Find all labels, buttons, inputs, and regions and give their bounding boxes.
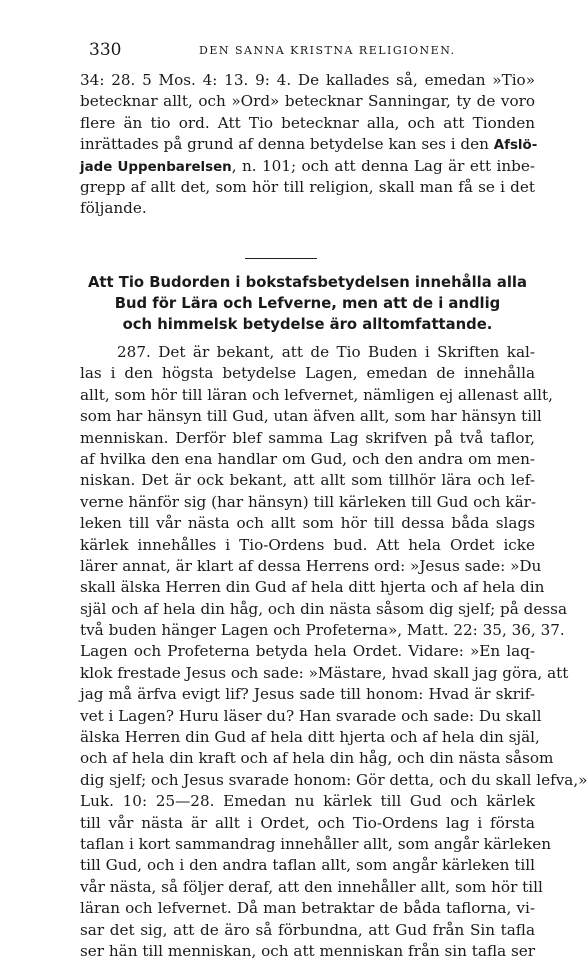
bold-term: Afslö- bbox=[493, 138, 538, 154]
text-line: 34: 28. 5 Mos. 4: 13. 9: 4. De kallades så, emedan »Tio» bbox=[80, 71, 535, 89]
text-line: inrättades på grund af denna betydelse kan ses i den Afslö- bbox=[80, 135, 538, 154]
text-line: jag må ärfva evigt lif? Jesus sade till honom: Hvad är skrif- bbox=[80, 685, 535, 704]
text-line: skall älska Herren din Gud af hela ditt hjerta och af hela din bbox=[80, 578, 545, 597]
text-line: ser hän till menniskan, och att menniskan från sin tafla ser bbox=[80, 941, 535, 960]
heading-line: Bud för Lära och Lefverne, men att de i andlig bbox=[114, 295, 501, 312]
text-line: jade Uppenbarelsen, n. 101; och att denna Lag är ett inbe- bbox=[80, 156, 535, 175]
page-header bbox=[89, 40, 534, 60]
text-line: sar det sig, att de äro så förbundna, att Gud från Sin tafla bbox=[80, 920, 535, 939]
text-line: af hvilka den ena handlar om Gud, och den andra om men- bbox=[80, 449, 535, 468]
text-line: till vår nästa är allt i Ordet, och Tio-Ordens lag i första bbox=[80, 813, 535, 832]
bold-term: jade Uppenbarelsen bbox=[80, 159, 232, 175]
text-line: följande. bbox=[80, 199, 147, 218]
heading-line: och himmelsk betydelse äro alltomfattande. bbox=[122, 316, 493, 333]
text-line: vår nästa, så följer deraf, att den innehåller allt, som hör till bbox=[80, 877, 543, 896]
text-line: två buden hänger Lagen och Profeterna», Matt. 22: 35, 36, 37. bbox=[80, 621, 565, 640]
text-line: och af hela din kraft och af hela din håg, och din nästa såsom bbox=[80, 749, 554, 768]
text-line: taflan i kort sammandrag innehåller allt, som angår kärleken bbox=[80, 834, 552, 853]
text-line: 287. Det är bekant, att de Tio Buden i Skriften kal- bbox=[117, 343, 535, 361]
text-line: som har hänsyn till Gud, utan äfven allt, som har hänsyn till bbox=[80, 407, 542, 426]
running-title: DEN SANNA KRISTNA RELIGIONEN. bbox=[199, 44, 456, 57]
text-line: själ och af hela din håg, och din nästa såsom dig sjelf; på dessa bbox=[80, 599, 567, 618]
text-line: betecknar allt, och »Ord» betecknar Sanningar, ty de voro bbox=[80, 92, 535, 111]
section-heading bbox=[80, 272, 535, 335]
text-line: vet i Lagen? Huru läser du? Han svarade och sade: Du skall bbox=[80, 706, 542, 725]
text-line: dig sjelf; och Jesus svarade honom: Gör detta, och du skall lefva,» bbox=[80, 770, 587, 789]
text-line: niskan. Det är ock bekant, att allt som tillhör lära och lef- bbox=[80, 471, 535, 490]
heading-line: Att Tio Budorden i bokstafsbetydelsen innehålla alla bbox=[87, 274, 527, 291]
page-number: 330 bbox=[89, 40, 122, 60]
body-paragraph bbox=[80, 342, 587, 962]
text-line: flere än tio ord. Att Tio betecknar alla, och att Tionden bbox=[80, 113, 535, 132]
text-line: läran och lefvernet. Då man betraktar de båda taflorna, vi- bbox=[80, 899, 535, 918]
text-line: verne hänför sig (har hänsyn) till kärleken till Gud och kär- bbox=[80, 492, 537, 511]
text-line: allt, som hör till läran och lefvernet, nämligen ej allenast allt, bbox=[80, 385, 553, 404]
text-line: las i den högsta betydelse Lagen, emedan de innehålla bbox=[80, 364, 535, 383]
text-line: lärer annat, är klart af dessa Herrens ord: »Jesus sade: »Du bbox=[80, 556, 542, 575]
text-line: grepp af allt det, som hör till religion, skall man få se i det bbox=[80, 177, 535, 196]
text-line: menniskan. Derför blef samma Lag skrifven på två taflor, bbox=[80, 428, 535, 447]
text-line: Luk. 10: 25—28. Emedan nu kärlek till Gud och kärlek bbox=[80, 792, 535, 811]
text-line: älska Herren din Gud af hela ditt hjerta och af hela din själ, bbox=[80, 728, 540, 747]
text-line: kärlek innehålles i Tio-Ordens bud. Att hela Ordet icke bbox=[80, 535, 535, 554]
text-line: klok frestade Jesus och sade: »Mästare, hvad skall jag göra, att bbox=[80, 663, 569, 682]
section-divider bbox=[245, 258, 317, 259]
intro-paragraph bbox=[80, 70, 538, 220]
text-line: leken till vår nästa och allt som hör till dessa båda slags bbox=[80, 514, 535, 533]
text-line: Lagen och Profeterna betyda hela Ordet. Vidare: »En laq- bbox=[80, 642, 535, 661]
text-line: till Gud, och i den andra taflan allt, som angår kärleken till bbox=[80, 856, 535, 875]
